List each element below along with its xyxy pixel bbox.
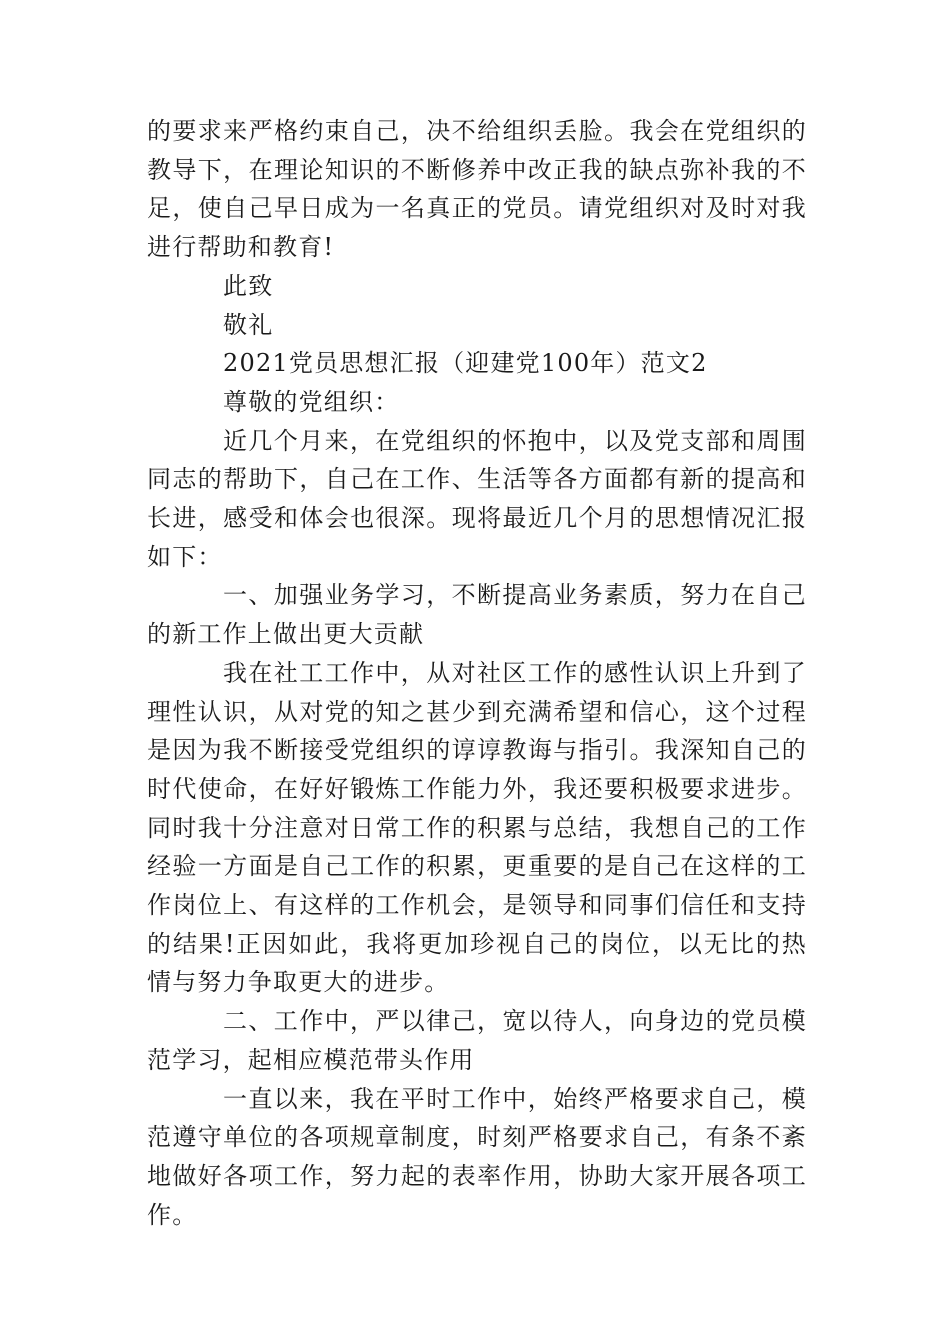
paragraph-point-two: 一直以来，我在平时工作中，始终严格要求自己，模范遵守单位的各项规章制度，时刻严格要求自己，有条不紊地做好各项工作，努力起的表率作用，协助大家开展各项工作。: [147, 1084, 807, 1229]
document-body: [147, 112, 807, 1234]
letter-greeting: 尊敬的党组织：: [223, 387, 400, 416]
paragraph-continuation: 的要求来严格约束自己，决不给组织丢脸。我会在党组织的教导下，在理论知识的不断修养中改正我的缺点弥补我的不足，使自己早日成为一名真正的党员。请党组织对及时对我进行帮助和教育!: [147, 117, 807, 262]
paragraph-intro: 近几个月来，在党组织的怀抱中，以及党支部和周围同志的帮助下，自己在工作、生活等各方面都有新的提高和长进，感受和体会也很深。现将最近几个月的思想情况汇报如下：: [147, 426, 807, 571]
closing-salutation: 此致: [223, 271, 274, 300]
closing-regards: 敬礼: [223, 310, 274, 339]
heading-point-two: 二、工作中，严以律己，宽以待人，向身边的党员模范学习，起相应模范带头作用: [147, 1007, 807, 1074]
section-title: 2021党员思想汇报（迎建党100年）范文2: [223, 349, 708, 378]
paragraph-point-one: 我在社工工作中，从对社区工作的感性认识上升到了理性认识，从对党的知之甚少到充满希望和信心，这个过程是因为我不断接受党组织的谆谆教诲与指引。我深知自己的时代使命，在好好锻炼工作能力外，我还要积极要求进步。同时我十分注意对日常工作的积累与总结，我想自己的工作经验一方面是自己工作的积累，更重要的是自己在这样的工作岗位上、有这样的工作机会，是领导和同事们信任和支持的结果!正因如此，我将更加珍视自己的岗位，以无比的热情与努力争取更大的进步。: [147, 658, 807, 997]
heading-point-one: 一、加强业务学习，不断提高业务素质，努力在自己的新工作上做出更大贡献: [147, 581, 807, 649]
